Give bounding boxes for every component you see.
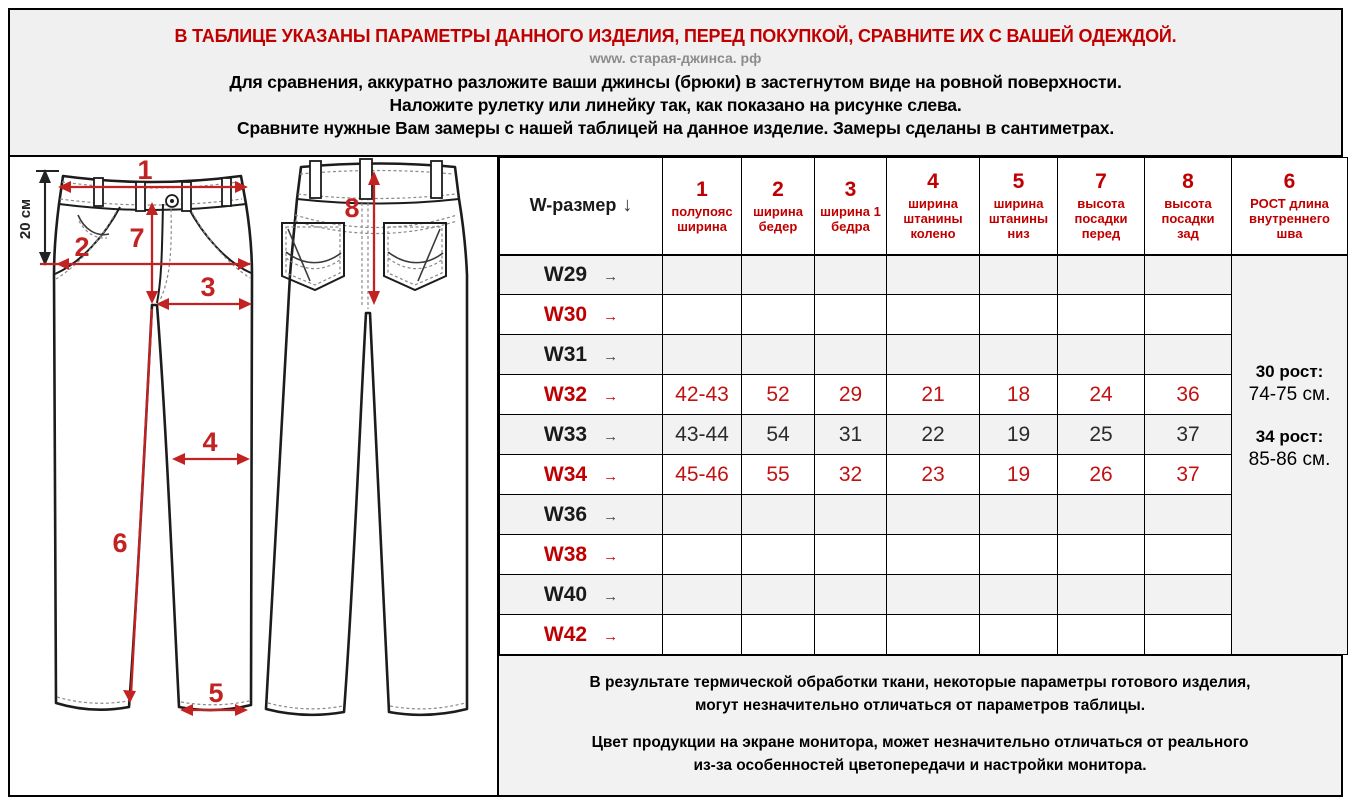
table-row-W38: [500, 535, 1348, 575]
arrow-down-icon: ↓: [622, 194, 633, 217]
value-cell: [742, 575, 815, 615]
column-label: высота посадки перед: [1074, 196, 1128, 242]
scale-arrow-20cm: [17, 169, 59, 266]
row-arrow-icon: →: [603, 627, 619, 645]
column-label: полупояс ширина: [671, 203, 733, 234]
value-cell: 22: [887, 415, 980, 455]
value-cell: [742, 495, 815, 535]
value-cell: [663, 615, 742, 655]
jeans-measurement-diagram: [10, 157, 497, 795]
note-line: могут незначительно отличаться от параметров таблицы.: [694, 696, 1146, 714]
value-cell: [887, 295, 980, 335]
value-cell: 42-43: [663, 375, 742, 415]
size-cell: [500, 575, 663, 615]
size-cell: [500, 495, 663, 535]
value-cell: [663, 255, 742, 295]
header-band: [10, 10, 1341, 157]
value-cell: [887, 255, 980, 295]
size-cell: [500, 535, 663, 575]
instruction-line: Сравните нужные Вам замеры с нашей таблицей на данное изделие. Замеры сделаны в сантиметрах.: [237, 118, 1114, 138]
belt-loop: [360, 159, 372, 199]
size-label: W33: [543, 422, 588, 446]
table-row-W30: [500, 295, 1348, 335]
row-arrow-icon: →: [603, 507, 619, 525]
note-fabric: [513, 671, 1327, 717]
value-cell: 29: [815, 375, 887, 415]
value-cell: [815, 335, 887, 375]
marker-label-5: 5: [208, 678, 224, 708]
column-header-7: [1058, 158, 1145, 255]
row-arrow-icon: →: [603, 267, 619, 285]
note-line: В результате термической обработки ткани, некоторые параметры готового изделия,: [589, 673, 1251, 691]
table-row-W33: [500, 415, 1348, 455]
value-cell: [887, 575, 980, 615]
value-cell: [815, 535, 887, 575]
size-cell: [500, 415, 663, 455]
value-cell: 26: [1058, 455, 1145, 495]
value-cell: [1145, 295, 1232, 335]
value-cell: [887, 335, 980, 375]
size-cell: [500, 375, 663, 415]
value-cell: 24: [1058, 375, 1145, 415]
column-label: ширина штанины колено: [903, 196, 963, 242]
value-cell: [742, 615, 815, 655]
value-cell: 25: [1058, 415, 1145, 455]
table-header-row: [500, 158, 1348, 255]
marker-label-3: 3: [200, 272, 216, 302]
value-cell: [980, 495, 1058, 535]
value-cell: [980, 295, 1058, 335]
note-line: из-за особенностей цветопередачи и настройки монитора.: [693, 756, 1147, 774]
instruction-line: Для сравнения, аккуратно разложите ваши джинсы (брюки) в застегнутом виде на ровной поверхности.: [229, 72, 1122, 92]
rost-note: [1232, 426, 1347, 472]
value-cell: 36: [1145, 375, 1232, 415]
column-number: 4: [927, 170, 939, 194]
size-label: W42: [543, 622, 588, 646]
website-label: www. старая-джинса. рф: [589, 50, 762, 66]
value-cell: [1145, 495, 1232, 535]
value-cell: [663, 495, 742, 535]
column-label: ширина 1 бедра: [820, 203, 881, 234]
size-label: W32: [543, 382, 588, 406]
size-label: W31: [543, 342, 588, 366]
value-cell: 32: [815, 455, 887, 495]
size-label: W30: [543, 302, 588, 326]
measure-arrow-1: [58, 157, 248, 193]
value-cell: 54: [742, 415, 815, 455]
value-cell: [1058, 615, 1145, 655]
marker-label-6: 6: [112, 528, 128, 558]
belt-loop: [310, 161, 321, 198]
column-number: 3: [844, 177, 857, 201]
value-cell: [815, 575, 887, 615]
rost-length-value: 74-75 см.: [1248, 384, 1331, 406]
column-number: 6: [1283, 170, 1296, 194]
column-header-5: [980, 158, 1058, 255]
belt-loop: [94, 178, 103, 206]
size-header-label: W-размер: [529, 195, 617, 216]
value-cell: [1058, 255, 1145, 295]
marker-label-2: 2: [74, 232, 90, 262]
value-cell: 18: [980, 375, 1058, 415]
value-cell: [663, 575, 742, 615]
value-cell: [663, 295, 742, 335]
value-cell: 21: [887, 375, 980, 415]
rost-length-value: 85-86 см.: [1248, 449, 1331, 471]
column-number: 1: [696, 177, 708, 201]
jeans-diagram-svg: [10, 157, 497, 795]
size-cell: [500, 255, 663, 295]
row-arrow-icon: →: [603, 387, 619, 405]
column-header-4: [887, 158, 980, 255]
column-header-3: [815, 158, 887, 255]
value-cell: [887, 535, 980, 575]
size-label: W40: [543, 582, 588, 606]
value-cell: [980, 535, 1058, 575]
value-cell: [742, 295, 815, 335]
value-cell: 23: [887, 455, 980, 495]
column-label: ширина штанины низ: [988, 196, 1049, 242]
rost-note: [1232, 361, 1347, 407]
marker-label-7: 7: [129, 223, 145, 253]
value-cell: 19: [980, 455, 1058, 495]
value-cell: [1145, 615, 1232, 655]
column-label: РОСТ длина внутреннего шва: [1249, 196, 1330, 242]
value-cell: [663, 335, 742, 375]
footer-notes: [499, 655, 1341, 795]
value-cell: [980, 575, 1058, 615]
row-arrow-icon: →: [603, 307, 619, 325]
value-cell: [1058, 335, 1145, 375]
value-cell: [1145, 575, 1232, 615]
column-number: 7: [1095, 170, 1107, 194]
column-header-8: [1145, 158, 1232, 255]
value-cell: 31: [815, 415, 887, 455]
value-cell: 45-46: [663, 455, 742, 495]
row-arrow-icon: →: [603, 547, 619, 565]
value-cell: [980, 615, 1058, 655]
size-table: [499, 157, 1348, 655]
value-cell: 37: [1145, 455, 1232, 495]
table-row-W36: [500, 495, 1348, 535]
column-label: высота посадки зад: [1161, 196, 1215, 242]
value-cell: 19: [980, 415, 1058, 455]
value-cell: [980, 335, 1058, 375]
column-header-1: [663, 158, 742, 255]
size-cell: [500, 335, 663, 375]
value-cell: [815, 295, 887, 335]
value-cell: 43-44: [663, 415, 742, 455]
size-column-header: [500, 158, 663, 255]
table-row-W31: [500, 335, 1348, 375]
page-title: В ТАБЛИЦЕ УКАЗАНЫ ПАРАМЕТРЫ ДАННОГО ИЗДЕЛИЯ, ПЕРЕД ПОКУПКОЙ, СРАВНИТЕ ИХ С ВАШЕЙ ОДЕЖДОЙ.: [174, 26, 1177, 46]
size-cell: [500, 455, 663, 495]
column-number: 8: [1182, 170, 1194, 194]
column-header-2: [742, 158, 815, 255]
table-row-W29: [500, 255, 1348, 295]
jeans-back-view: [266, 159, 467, 715]
value-cell: [742, 255, 815, 295]
value-cell: [1145, 535, 1232, 575]
marker-label-1: 1: [137, 157, 153, 185]
value-cell: [980, 255, 1058, 295]
value-cell: [663, 535, 742, 575]
column-number: 5: [1012, 170, 1025, 194]
value-cell: [815, 495, 887, 535]
note-line: Цвет продукции на экране монитора, может незначительно отличаться от реального: [591, 733, 1249, 751]
marker-label-8: 8: [344, 193, 360, 223]
size-label: W29: [543, 262, 588, 286]
scale-label: 20 см: [17, 198, 34, 240]
instruction-line: Наложите рулетку или линейку так, как показано на рисунке слева.: [389, 95, 962, 115]
size-cell: [500, 615, 663, 655]
value-cell: [887, 495, 980, 535]
content-area: [10, 157, 1341, 795]
value-cell: [1058, 295, 1145, 335]
value-cell: 37: [1145, 415, 1232, 455]
size-label: W36: [543, 502, 588, 526]
row-arrow-icon: →: [603, 427, 619, 445]
rost-size-label: 34 рост:: [1255, 427, 1324, 447]
value-cell: [1145, 255, 1232, 295]
value-cell: [742, 535, 815, 575]
value-cell: [815, 615, 887, 655]
rost-cell: [1232, 255, 1348, 655]
row-arrow-icon: →: [603, 347, 619, 365]
marker-label-4: 4: [202, 427, 218, 457]
rost-size-label: 30 рост:: [1255, 362, 1324, 382]
belt-loop: [222, 178, 231, 206]
value-cell: [887, 615, 980, 655]
table-row-W42: [500, 615, 1348, 655]
value-cell: [1145, 335, 1232, 375]
column-label: ширина бедер: [753, 203, 803, 234]
size-label: W34: [543, 462, 588, 486]
row-arrow-icon: →: [603, 587, 619, 605]
column-number: 2: [772, 177, 784, 201]
value-cell: [1058, 575, 1145, 615]
note-color: [513, 731, 1327, 777]
table-row-W34: [500, 455, 1348, 495]
value-cell: [742, 335, 815, 375]
size-label: W38: [543, 542, 588, 566]
row-arrow-icon: →: [603, 467, 619, 485]
size-cell: [500, 295, 663, 335]
value-cell: 52: [742, 375, 815, 415]
belt-loop: [431, 161, 442, 198]
value-cell: [1058, 535, 1145, 575]
table-row-W40: [500, 575, 1348, 615]
value-cell: [1058, 495, 1145, 535]
page-frame: [8, 8, 1343, 797]
value-cell: [815, 255, 887, 295]
size-table-area: [497, 157, 1341, 795]
value-cell: 55: [742, 455, 815, 495]
table-row-W32: [500, 375, 1348, 415]
column-header-6: [1232, 158, 1348, 255]
